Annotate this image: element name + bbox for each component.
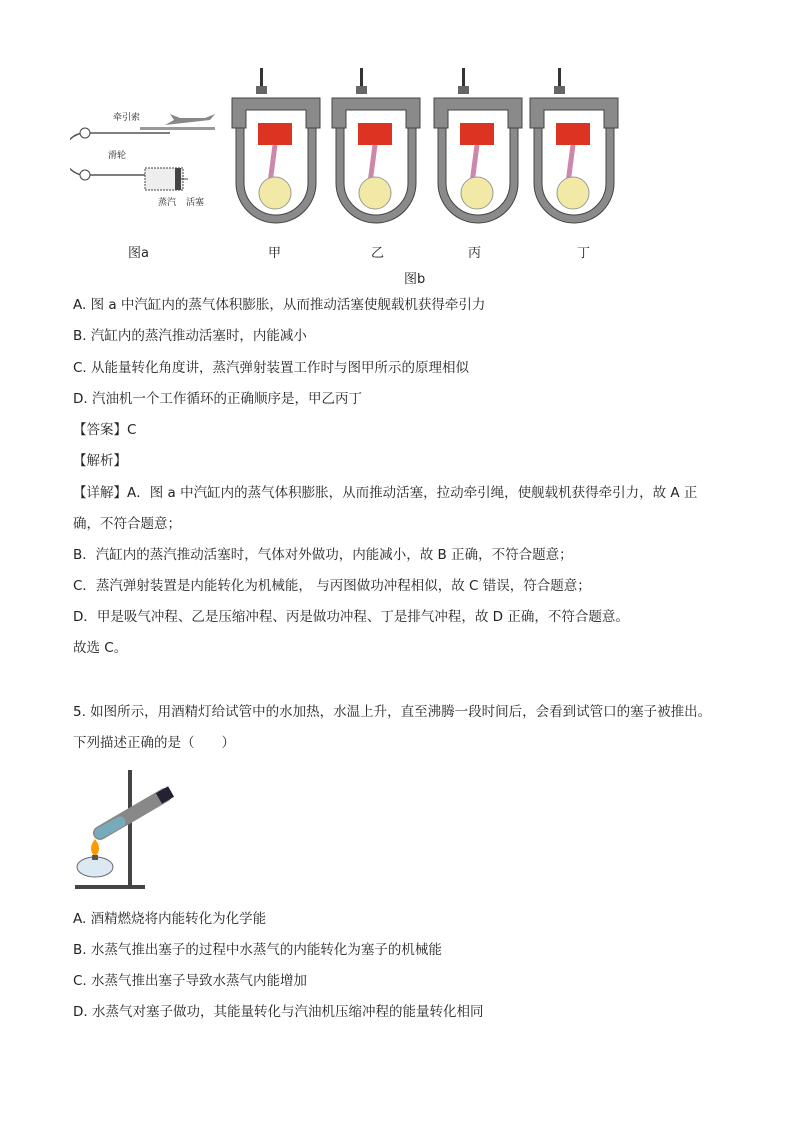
detail-line-6: 故选 C。: [73, 640, 128, 656]
detail-line-3: B．汽缸内的蒸汽推动活塞时，气体对外做功，内能减小，故 B 正确，不符合题意；: [73, 547, 573, 563]
detail-line-4: C．蒸汽弹射装置是内能转化为机械能， 与丙图做功冲程相似，故 C 错误，符合题意；: [73, 578, 591, 594]
engine-diagrams: [228, 68, 628, 243]
label-rope: 牵引索: [113, 113, 141, 123]
detail-line-5: D．甲是吸气冲程、乙是压缩冲程、丙是做功冲程、丁是排气冲程，故 D 正确，不符合题意。: [73, 609, 629, 625]
detail-line-2: 确，不符合题意；: [73, 516, 181, 532]
q5-option-c: C. 水蒸气推出塞子导致水蒸气内能增加: [73, 973, 308, 989]
q4-option-c: C. 从能量转化角度讲，蒸汽弹射装置工作时与图甲所示的原理相似: [73, 360, 470, 376]
detail-line-1: [73, 483, 697, 503]
label-steam: 蒸汽: [158, 198, 177, 208]
label-piston: 活塞: [186, 198, 205, 208]
catapult-diagram: [70, 100, 220, 210]
q5-option-a: A. 酒精燃烧将内能转化为化学能: [73, 911, 267, 927]
figure-b-caption: 图b: [404, 272, 426, 287]
q5-option-d: D. 水蒸气对塞子做功，其能量转化与汽油机压缩冲程的能量转化相同: [73, 1004, 484, 1020]
label-pulley: 滑轮: [108, 151, 127, 161]
q5-option-b: B. 水蒸气推出塞子的过程中水蒸气的内能转化为塞子的机械能: [73, 942, 442, 958]
q5-stem-line1: 5. 如图所示，用酒精灯给试管中的水加热，水温上升，直至沸腾一段时间后，会看到试管口的塞子被推出。: [73, 704, 712, 720]
answer-line: [73, 420, 136, 440]
answer-value: C: [127, 422, 137, 438]
q4-option-b: B. 汽缸内的蒸汽推动活塞时，内能减小: [73, 328, 307, 344]
q4-option-a: A. 图 a 中汽缸内的蒸气体积膨胀，从而推动活塞使舰载机获得牵引力: [73, 297, 486, 313]
engine-label-jia: 甲: [268, 246, 282, 261]
q4-option-d: D. 汽油机一个工作循环的正确顺序是，甲乙丙丁: [73, 391, 362, 407]
analysis-label: 【解析】: [73, 453, 127, 469]
answer-label: 【答案】: [73, 422, 127, 438]
engine-label-bing: 丙: [468, 246, 482, 261]
detail-label: 【详解】: [73, 485, 127, 501]
q5-stem-line2: 下列描述正确的是（ ）: [73, 735, 235, 751]
detail-text-1: A．图 a 中汽缸内的蒸气体积膨胀，从而推动活塞，拉动牵引绳，使舰载机获得牵引力，故 A 正: [127, 485, 698, 501]
engine-label-ding: 丁: [577, 246, 591, 261]
figure-a-caption: 图a: [128, 246, 149, 261]
alcohol-lamp-diagram: [70, 765, 180, 895]
engine-label-yi: 乙: [371, 246, 385, 261]
